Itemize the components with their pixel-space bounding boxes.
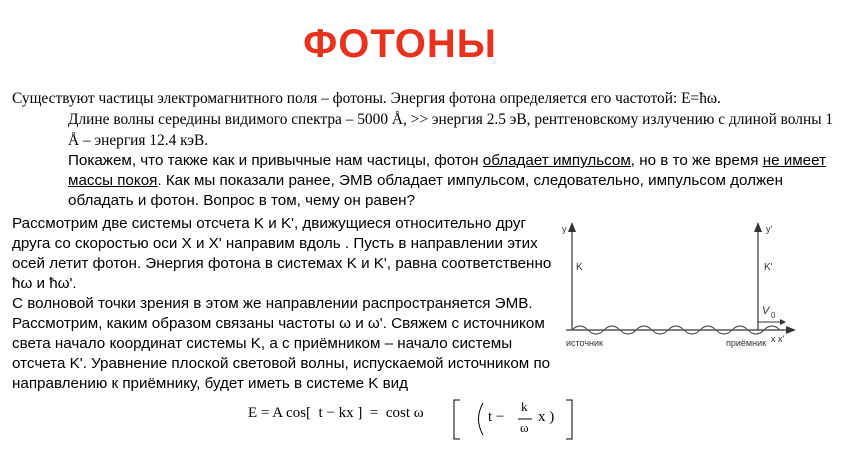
slide-title: ФОТОНЫ [303,22,497,66]
formula-brackets [248,397,588,441]
frames-paragraph: Рассмотрим две системы отсчета K и K', движущиеся относительно друг друга со скоростью оси X и X' направим вдоль . Пусть в направлении этих осей летит фотон. Энергия фотона в системах K и K', равна соответственно ħω и ħω'. [12,215,552,292]
x-axis-label: x x' [771,334,785,344]
frame-k-prime-label: K' [764,262,773,273]
y-axis-arrow-icon [568,222,576,232]
receiver-label: приёмник [726,338,767,348]
formula-t-minus: t − [488,409,505,425]
left-column [12,214,552,394]
velocity-label: V [762,305,770,317]
wave-equation [248,397,588,441]
formula-omega: ω [520,420,529,435]
y-prime-axis-arrow-icon [754,222,762,232]
formula-k: k [521,399,528,414]
momentum-text-3: . Как мы показали ранее, ЭМВ обладает импульсом, следовательно, импульсом должен обладать и фотон. Вопрос в том, чему он равен? [68,172,783,209]
wave-paragraph: С волновой точки зрения в этом же направлении распространяется ЭМВ. Рассмотрим, каким образом связаны частоты ω и ω'. Свяжем с источником света начало координат системы K, а с приёмником – начало системы отсчета K'. Уравнение плоской световой волны, испускаемой источником по направлению к приёмнику, будет иметь в системе K вид [12,295,551,392]
formula-main: E = A cos[ t − kx ] = cost ω [248,405,424,421]
momentum-underlined-2: не имеет массы покоя [68,152,827,189]
momentum-text-2: , но в то же время [630,152,763,169]
formula-x-tail: x ) [538,409,555,425]
reference-frames-diagram [558,218,798,358]
y-prime-axis-label: y' [766,224,773,234]
velocity-subscript: 0 [771,311,776,320]
x-axis-arrow-icon [786,326,796,334]
frame-k-label: K [576,262,583,273]
velocity-arrow-head-icon [780,319,786,325]
momentum-text-1: Покажем, что также как и привычные нам частицы, фотон [68,152,483,169]
momentum-underlined-1: обладает импульсом [482,152,631,169]
source-label: источник [566,338,603,348]
y-axis-label: y [562,224,567,234]
wavelength-paragraph: Длине волны середины видимого спектра – 5000 Å, >> энергия 2.5 эВ, рентгеновскому излучению с длиной волны 1 Å – энергия 12.4 кэВ. [68,111,834,149]
intro-line: Существуют частицы электромагнитного поля – фотоны. Энергия фотона определяется его частотой: E=ħω. [12,90,721,107]
momentum-paragraph [12,151,848,211]
